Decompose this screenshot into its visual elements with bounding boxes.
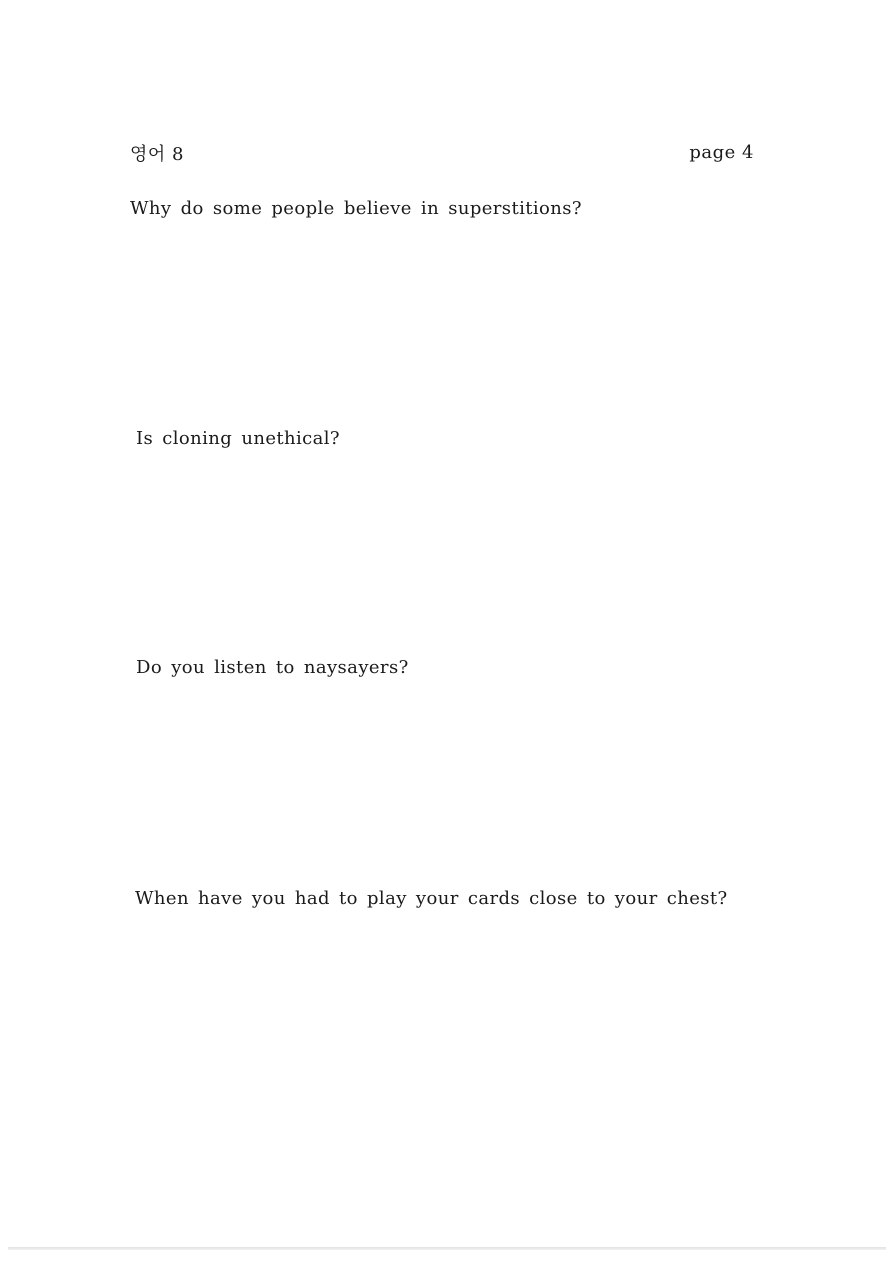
question-1: Why do some people believe in superstitions? xyxy=(130,198,582,219)
page-number: page 4 xyxy=(689,142,754,163)
question-4: When have you had to play your cards close to your chest? xyxy=(135,888,728,909)
course-title: 영어 8 xyxy=(130,144,184,165)
question-3: Do you listen to naysayers? xyxy=(136,657,409,678)
question-2: Is cloning unethical? xyxy=(136,428,340,449)
scan-edge-line xyxy=(8,1247,886,1250)
